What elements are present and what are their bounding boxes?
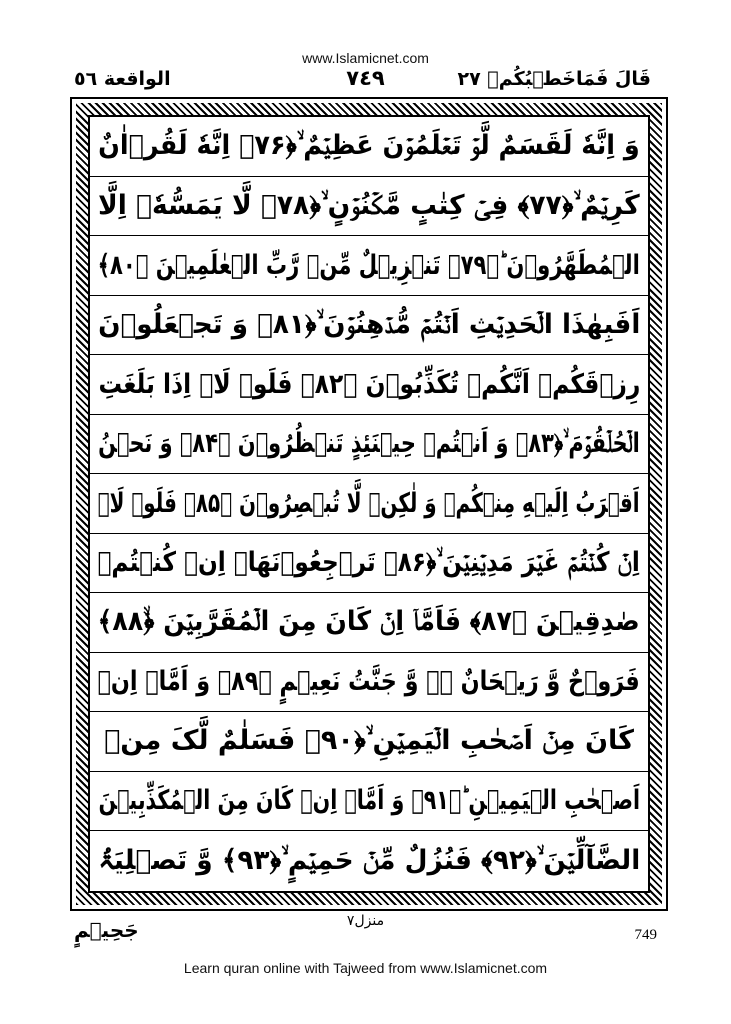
verse-line-text: صٰدِقِیۡنَ ﴿۸۷﴾ فَاَمَّاۤ اِنۡ کَانَ مِنَ الۡمُقَرَّبِیۡنَ ﴿ۙ۸۸﴾ bbox=[97, 606, 641, 638]
verse-line bbox=[90, 593, 648, 653]
verse-line bbox=[90, 831, 648, 891]
juz-title: قَالَ فَمَاخَطۡبُکُمۡ ٢٧ bbox=[457, 68, 651, 90]
verse-line-text: اِنۡ کُنۡتُمۡ غَیۡرَ مَدِیۡنِیۡنَ ۙ﴿۸۶﴾ تَرۡجِعُوۡنَهَاۤ اِنۡ کُنۡتُمۡ bbox=[97, 546, 641, 578]
page-number-arabic: ٧٤٩ bbox=[346, 66, 385, 90]
surah-title: الواقعة ٥٦ bbox=[74, 68, 171, 90]
verse-line-text: الۡحُلۡقُوۡمَ ۙ﴿۸۳﴾ وَ اَنۡتُمۡ حِیۡنَئِذٍ تَنۡظُرُوۡنَ ﴿۸۴﴾ وَ نَحۡنُ bbox=[98, 427, 640, 459]
verse-line-text: کَرِیۡمٌ ۙ﴿۷۷﴾ فِیۡ کِتٰبٍ مَّکۡنُوۡنٍ ۙ﴿۷۸﴾ لَّا یَمَسُّهٗۤ اِلَّا bbox=[98, 189, 640, 221]
verse-line-text: الۡمُطَهَّرُوۡنَ ؕ﴿۷۹﴾ تَنۡزِیۡلٌ مِّنۡ رَّبِّ الۡعٰلَمِیۡنَ ﴿۸۰﴾ bbox=[97, 249, 641, 281]
verse-line-text: کَانَ مِنۡ اَصۡحٰبِ الۡیَمِیۡنِ ۙ﴿۹۰﴾ فَسَلٰمٌ لَّکَ مِنۡ bbox=[104, 725, 634, 757]
verse-line bbox=[90, 653, 648, 713]
quran-text-block bbox=[90, 117, 648, 891]
verse-line bbox=[90, 474, 648, 534]
page-number: 749 bbox=[634, 927, 657, 943]
verse-line bbox=[90, 236, 648, 296]
site-url-bottom: Learn quran online with Tajweed from www.Islamicnet.com bbox=[183, 960, 548, 976]
verse-line bbox=[90, 117, 648, 177]
verse-line bbox=[90, 355, 648, 415]
site-url-top: www.Islamicnet.com bbox=[302, 50, 429, 66]
verse-line bbox=[90, 415, 648, 475]
verse-line bbox=[90, 296, 648, 356]
verse-line-text: اَقۡرَبُ اِلَیۡهِ مِنۡکُمۡ وَ لٰکِنۡ لَّا تُبۡصِرُوۡنَ ﴿۸۵﴾ فَلَوۡ لَاۤ bbox=[98, 487, 640, 519]
verse-line-text: اَصۡحٰبِ الۡیَمِیۡنِ ؕ﴿۹۱﴾ وَ اَمَّاۤ اِنۡ کَانَ مِنَ الۡمُکَذِّبِیۡنَ bbox=[98, 785, 640, 817]
verse-line-text: وَ اِنَّهٗ لَقَسَمٌ لَّوۡ تَعۡلَمُوۡنَ عَظِیۡمٌ ۙ﴿۷۶﴾ اِنَّهٗ لَقُرۡاٰنٌ bbox=[98, 130, 640, 162]
catchword: جَحِیۡمٍ bbox=[74, 918, 139, 942]
verse-line bbox=[90, 534, 648, 594]
verse-line bbox=[90, 177, 648, 237]
verse-line-text: رِزۡقَکُمۡ اَنَّکُمۡ تُکَذِّبُوۡنَ ﴿۸۲﴾ فَلَوۡ لَاۤ اِذَا بَلَغَتِ bbox=[98, 368, 640, 400]
verse-line-text: اَفَبِهٰذَا الۡحَدِیۡثِ اَنۡتُمۡ مُّدۡهِنُوۡنَ ۙ﴿۸۱﴾ وَ تَجۡعَلُوۡنَ bbox=[97, 308, 641, 340]
verse-line-text: الضَّآلِّیۡنَ ۙ﴿۹۲﴾ فَنُزُلٌ مِّنۡ حَمِیۡمٍ ۙ﴿۹۳﴾ وَّ تَصۡلِیَۃُ bbox=[98, 844, 640, 876]
verse-line-text: فَرَوۡحٌ وَّ رَیۡحَانٌ ۬ۙ وَّ جَنَّتُ نَعِیۡمٍ ﴿۸۹﴾ وَ اَمَّاۤ اِنۡ bbox=[97, 666, 641, 698]
verse-line bbox=[90, 712, 648, 772]
manzil-label: منزل٧ bbox=[346, 913, 385, 929]
verse-line bbox=[90, 772, 648, 832]
